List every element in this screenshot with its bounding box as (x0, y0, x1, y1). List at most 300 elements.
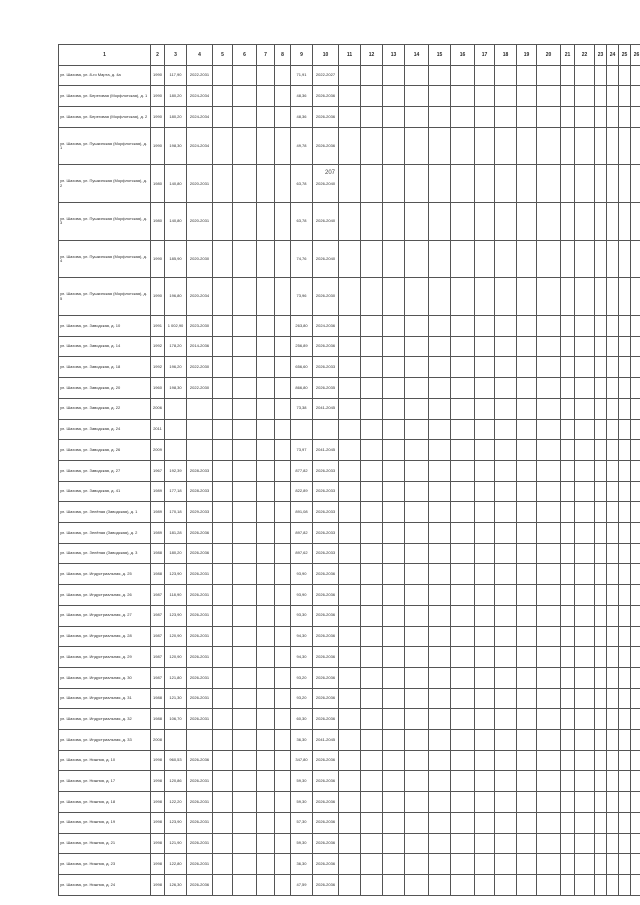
table-cell (429, 278, 451, 316)
table-cell (405, 792, 429, 813)
table-cell (233, 812, 257, 833)
table-cell (405, 750, 429, 771)
table-row (59, 730, 640, 751)
table-cell (429, 564, 451, 585)
table-cell (575, 626, 595, 647)
table-cell (537, 750, 561, 771)
address-cell: ул. Шахова, ул. Индустриальная, д. 31 (59, 688, 151, 709)
table-cell (213, 833, 233, 854)
table-cell (517, 481, 537, 502)
table-cell: 2026-2031 (187, 709, 213, 730)
table-cell (361, 854, 383, 875)
table-cell (575, 203, 595, 241)
table-cell (233, 378, 257, 399)
table-cell: 2026-2036 (187, 523, 213, 544)
table-cell (495, 398, 517, 419)
table-cell (607, 875, 619, 896)
table-cell (361, 107, 383, 128)
table-cell (631, 585, 640, 606)
table-cell (383, 502, 405, 523)
table-cell (495, 688, 517, 709)
table-cell (213, 543, 233, 564)
table-cell (517, 564, 537, 585)
table-cell: 2026-2036 (187, 750, 213, 771)
table-cell (495, 564, 517, 585)
table-cell (475, 750, 495, 771)
table-cell (631, 203, 640, 241)
table-cell (619, 833, 631, 854)
table-cell: 1998 (151, 792, 165, 813)
table-cell (275, 107, 291, 128)
column-number: 12 (361, 45, 383, 66)
table-cell (257, 543, 275, 564)
table-cell (595, 419, 607, 440)
table-cell (213, 585, 233, 606)
table-cell (517, 771, 537, 792)
table-cell (475, 419, 495, 440)
table-cell: 198,30 (165, 378, 187, 399)
column-number: 8 (275, 45, 291, 66)
column-number: 19 (517, 45, 537, 66)
table-cell (165, 730, 187, 751)
table-cell: 2026-2031 (187, 833, 213, 854)
table-cell (429, 833, 451, 854)
table-cell (561, 336, 575, 357)
table-cell (631, 543, 640, 564)
table-cell (575, 336, 595, 357)
table-cell (429, 203, 451, 241)
table-cell (537, 875, 561, 896)
table-cell (451, 543, 475, 564)
table-cell (361, 543, 383, 564)
table-cell: 1990 (151, 278, 165, 316)
table-cell (257, 875, 275, 896)
table-cell (361, 240, 383, 278)
table-cell (339, 440, 361, 461)
table-cell (383, 357, 405, 378)
table-cell (517, 336, 537, 357)
table-cell (451, 502, 475, 523)
table-cell (475, 543, 495, 564)
table-cell (361, 771, 383, 792)
table-cell (517, 543, 537, 564)
table-cell (607, 771, 619, 792)
table-cell (451, 127, 475, 165)
table-cell (631, 792, 640, 813)
table-cell (475, 792, 495, 813)
table-row (59, 523, 640, 544)
table-cell: 177,18 (165, 481, 187, 502)
table-cell (495, 165, 517, 203)
table-cell (475, 203, 495, 241)
address-cell: ул. Шахова, ул. Индустриальная, д. 28 (59, 626, 151, 647)
table-cell (361, 165, 383, 203)
table-cell (383, 585, 405, 606)
table-cell (383, 875, 405, 896)
table-cell: 2020-2030 (187, 240, 213, 278)
table-cell (429, 481, 451, 502)
table-cell (405, 127, 429, 165)
table-cell: 2024-2034 (187, 86, 213, 107)
table-cell: 120,86 (165, 771, 187, 792)
table-cell (383, 378, 405, 399)
table-cell (619, 564, 631, 585)
table-cell: 2026-2030 (313, 278, 339, 316)
table-cell (383, 107, 405, 128)
address-cell: ул. Шахова, ул. Заводская, д. 10 (59, 316, 151, 337)
table-cell: 2026-2031 (187, 688, 213, 709)
table-cell: 1960 (151, 378, 165, 399)
table-row (59, 605, 640, 626)
table-cell: 2026-2035 (313, 378, 339, 399)
address-cell: ул. Шахова, ул. Нижняя, д. 18 (59, 792, 151, 813)
table-cell: 73,96 (291, 278, 313, 316)
table-cell (537, 86, 561, 107)
table-cell (233, 440, 257, 461)
table-cell (561, 605, 575, 626)
table-cell (339, 357, 361, 378)
table-cell: 656,60 (291, 357, 313, 378)
table-cell (495, 378, 517, 399)
table-cell: 1990 (151, 65, 165, 86)
table-cell (165, 419, 187, 440)
table-cell (475, 336, 495, 357)
table-cell: 60,30 (291, 709, 313, 730)
column-number: 23 (595, 45, 607, 66)
table-cell: 120,90 (165, 626, 187, 647)
table-cell: 1998 (151, 854, 165, 875)
table-cell (495, 419, 517, 440)
table-cell (257, 460, 275, 481)
table-cell (561, 65, 575, 86)
table-cell (631, 419, 640, 440)
table-cell (561, 585, 575, 606)
table-cell (475, 127, 495, 165)
table-cell (575, 419, 595, 440)
table-cell (561, 460, 575, 481)
table-cell (537, 730, 561, 751)
table-cell (561, 647, 575, 668)
table-cell (233, 626, 257, 647)
table-cell (361, 833, 383, 854)
table-cell: 63,78 (291, 165, 313, 203)
table-cell (361, 585, 383, 606)
table-cell (607, 65, 619, 86)
table-cell: 1988 (151, 709, 165, 730)
table-cell: 180,20 (165, 543, 187, 564)
table-cell (451, 812, 475, 833)
table-row (59, 647, 640, 668)
table-cell (405, 316, 429, 337)
table-cell (607, 543, 619, 564)
table-cell (383, 688, 405, 709)
table-cell (165, 398, 187, 419)
address-cell: ул. Шахова, ул. Индустриальная, д. 33 (59, 730, 151, 751)
table-cell (233, 585, 257, 606)
table-cell (275, 730, 291, 751)
table-cell (561, 203, 575, 241)
address-cell: ул. Шахова, ул. Индустриальная, д. 25 (59, 564, 151, 585)
table-cell (575, 543, 595, 564)
table-cell (575, 730, 595, 751)
table-cell (383, 240, 405, 278)
table-row (59, 750, 640, 771)
table-cell (631, 86, 640, 107)
table-cell (495, 86, 517, 107)
table-cell (495, 771, 517, 792)
table-cell (575, 605, 595, 626)
table-cell (429, 502, 451, 523)
table-cell (339, 316, 361, 337)
table-cell (595, 203, 607, 241)
table-cell (561, 107, 575, 128)
table-cell (275, 523, 291, 544)
table-cell (607, 502, 619, 523)
table-cell (595, 626, 607, 647)
address-cell: ул. Шахова, ул. Заводская, д. 22 (59, 398, 151, 419)
table-cell (537, 585, 561, 606)
table-cell: 1987 (151, 626, 165, 647)
table-cell (233, 771, 257, 792)
table-cell (213, 792, 233, 813)
table-cell (213, 688, 233, 709)
table-cell (575, 127, 595, 165)
table-cell (405, 688, 429, 709)
table-cell (619, 357, 631, 378)
table-cell: 2023-2030 (187, 316, 213, 337)
table-row (59, 357, 640, 378)
table-cell (595, 564, 607, 585)
table-cell (233, 523, 257, 544)
address-cell: ул. Шахова, ул. Пушкинская (Морфлотская), д. 2 (59, 165, 151, 203)
table-cell: 2009 (151, 440, 165, 461)
table-cell (631, 65, 640, 86)
table-cell (383, 65, 405, 86)
table-cell (537, 316, 561, 337)
table-cell: 2026-2036 (313, 605, 339, 626)
table-row (59, 65, 640, 86)
table-cell (607, 585, 619, 606)
table-row (59, 278, 640, 316)
table-cell (595, 378, 607, 399)
table-cell (517, 730, 537, 751)
table-cell (595, 357, 607, 378)
table-cell (451, 316, 475, 337)
table-cell (339, 65, 361, 86)
table-cell (361, 688, 383, 709)
table-cell (339, 419, 361, 440)
table-cell (233, 419, 257, 440)
table-cell (631, 564, 640, 585)
table-cell (233, 278, 257, 316)
table-cell (495, 502, 517, 523)
table-cell (361, 278, 383, 316)
table-cell (517, 833, 537, 854)
table-cell (339, 709, 361, 730)
table-cell (187, 398, 213, 419)
table-cell (561, 502, 575, 523)
table-cell (619, 502, 631, 523)
table-cell: 1988 (151, 564, 165, 585)
table-cell (429, 730, 451, 751)
table-cell (561, 564, 575, 585)
table-cell (607, 419, 619, 440)
table-cell: 822,89 (291, 481, 313, 502)
table-cell (383, 440, 405, 461)
address-cell: ул. Шахова, ул. Зелёная (Заводская), д. 3 (59, 543, 151, 564)
table-cell (631, 336, 640, 357)
table-cell (631, 750, 640, 771)
table-cell (339, 107, 361, 128)
table-cell: 2026-2031 (187, 626, 213, 647)
table-cell (339, 585, 361, 606)
table-cell (561, 730, 575, 751)
table-cell (233, 730, 257, 751)
table-cell: 2041-2045 (313, 440, 339, 461)
table-cell (495, 667, 517, 688)
table-cell (561, 278, 575, 316)
table-cell: 877,82 (291, 460, 313, 481)
table-cell (451, 688, 475, 709)
table-cell (213, 278, 233, 316)
table-cell (631, 278, 640, 316)
table-row (59, 854, 640, 875)
address-cell: ул. Шахова, ул. Нижняя, д. 24 (59, 875, 151, 896)
table-cell (607, 812, 619, 833)
table-cell (495, 854, 517, 875)
table-cell (275, 688, 291, 709)
table-cell (631, 440, 640, 461)
column-number: 20 (537, 45, 561, 66)
table-cell (451, 875, 475, 896)
table-cell (233, 750, 257, 771)
table-cell (495, 605, 517, 626)
table-cell (607, 730, 619, 751)
table-cell (339, 667, 361, 688)
table-cell: 2026-2036 (187, 875, 213, 896)
table-cell (607, 688, 619, 709)
table-cell: 126,30 (165, 875, 187, 896)
table-cell (495, 875, 517, 896)
table-cell (275, 750, 291, 771)
table-cell (429, 875, 451, 896)
table-cell (537, 771, 561, 792)
table-cell (619, 203, 631, 241)
table-cell (187, 440, 213, 461)
table-row (59, 240, 640, 278)
table-cell (561, 854, 575, 875)
table-cell (575, 240, 595, 278)
table-cell (429, 165, 451, 203)
table-cell: 2026-2036 (313, 647, 339, 668)
table-cell (361, 626, 383, 647)
column-number-row (59, 45, 640, 66)
table-cell (275, 564, 291, 585)
table-cell (619, 667, 631, 688)
table-cell: 2026-2036 (313, 854, 339, 875)
table-cell: 2041-2045 (313, 398, 339, 419)
table-cell (619, 750, 631, 771)
table-cell: 2024-2036 (313, 316, 339, 337)
table-cell (451, 419, 475, 440)
table-row (59, 86, 640, 107)
table-cell (275, 647, 291, 668)
table-cell: 1990 (151, 107, 165, 128)
table-row (59, 127, 640, 165)
table-cell (361, 564, 383, 585)
table-cell: 2026-2031 (187, 771, 213, 792)
table-cell: 2022-2027 (313, 65, 339, 86)
table-cell (517, 316, 537, 337)
table-cell (361, 647, 383, 668)
table-cell (575, 523, 595, 544)
table-cell (257, 812, 275, 833)
table-cell (537, 127, 561, 165)
table-cell (275, 165, 291, 203)
table-cell: 256,89 (291, 336, 313, 357)
table-cell (361, 812, 383, 833)
table-cell (595, 502, 607, 523)
table-cell (495, 127, 517, 165)
table-cell (517, 502, 537, 523)
table-cell (475, 86, 495, 107)
table-cell (451, 107, 475, 128)
table-row (59, 667, 640, 688)
table-cell: 347,80 (291, 750, 313, 771)
table-cell: 2026-2031 (187, 564, 213, 585)
table-cell (575, 792, 595, 813)
table-cell (361, 86, 383, 107)
table-cell (233, 203, 257, 241)
table-cell (275, 203, 291, 241)
table-cell (517, 854, 537, 875)
table-cell (561, 812, 575, 833)
table-cell: 1980 (151, 165, 165, 203)
table-cell: 2026-2036 (313, 107, 339, 128)
table-cell (619, 543, 631, 564)
table-cell (405, 419, 429, 440)
table-cell (339, 127, 361, 165)
table-cell (339, 165, 361, 203)
table-cell (451, 460, 475, 481)
table-cell: 1991 (151, 316, 165, 337)
table-cell (575, 398, 595, 419)
table-cell: 93,20 (291, 688, 313, 709)
column-number: 9 (291, 45, 313, 66)
table-cell (233, 481, 257, 502)
table-cell (475, 481, 495, 502)
table-cell (275, 502, 291, 523)
table-cell (619, 626, 631, 647)
table-cell: 2022-2030 (187, 357, 213, 378)
address-cell: ул. Шахова, ул. Береговая (Морфлотская), д. 2 (59, 107, 151, 128)
table-cell (537, 481, 561, 502)
table-cell: 2014-2036 (187, 336, 213, 357)
column-number: 1 (59, 45, 151, 66)
address-cell: ул. Шахова, ул. Заводская, д. 18 (59, 357, 151, 378)
table-cell: 2026-2036 (313, 771, 339, 792)
table-cell (233, 833, 257, 854)
table-cell (595, 523, 607, 544)
table-cell (631, 771, 640, 792)
table-cell (429, 688, 451, 709)
table-cell: 121,80 (165, 667, 187, 688)
table-cell (361, 203, 383, 241)
table-cell (561, 771, 575, 792)
table-cell (257, 336, 275, 357)
table-cell (383, 647, 405, 668)
table-cell (495, 543, 517, 564)
